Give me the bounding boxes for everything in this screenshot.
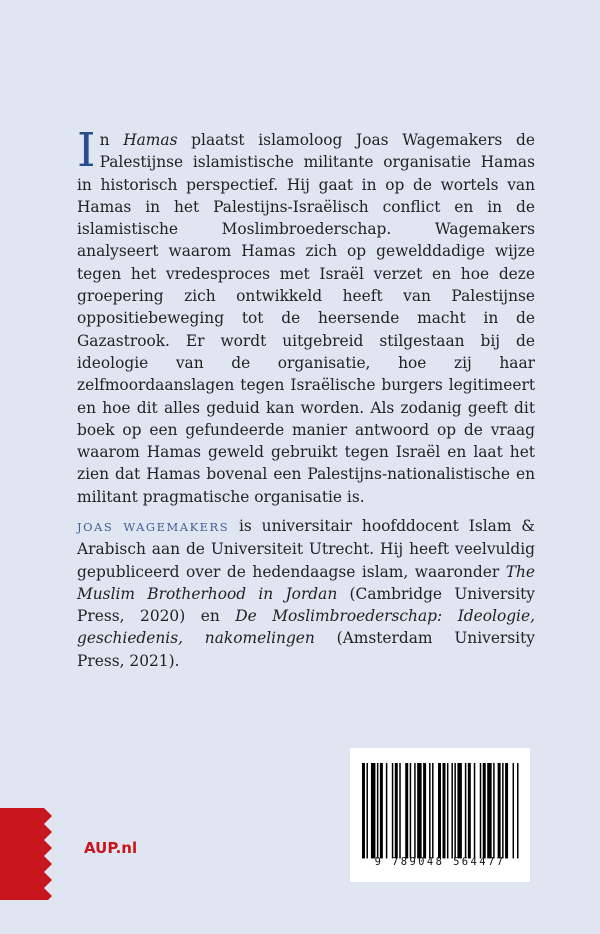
barcode-bar [366,763,367,858]
publisher-url[interactable]: AUP.nl [84,839,138,857]
barcode-bar [517,763,518,858]
barcode-bar [447,763,448,858]
barcode-bar [493,763,494,858]
barcode-bar [414,763,415,858]
barcode-bar [423,763,426,858]
barcode-bar [474,763,475,858]
barcode-bar [465,763,466,858]
barcode-bar [457,763,461,858]
barcode-bar [380,763,383,858]
barcode-bar [513,763,514,858]
barcode-bar [480,763,481,858]
barcode-bar [498,763,501,858]
barcode-bar [502,763,503,858]
drop-cap: I [77,123,96,178]
barcode-bar [371,763,375,858]
barcode-bar [442,763,445,858]
publisher-red-tab [0,808,55,900]
bio-text-2: (Cambridge University Press, 2020) en [77,584,535,626]
barcode-bar [405,763,408,858]
barcode-bar [362,763,365,858]
isbn-digits: 9 789048 564477 [374,856,506,868]
barcode-bar [377,763,378,858]
barcode-bar [454,763,455,858]
author-bio [77,515,535,672]
barcode-bar [451,763,452,858]
barcode-bar [483,763,486,858]
isbn-barcode [350,748,530,882]
barcode-bar [468,763,471,858]
bio-text-1: is universitair hoofddocent Islam & Arabisch aan de Universiteit Utrecht. Hij heeft veelvuldig gepubliceerd over de hedendaagse islam, waaronder [77,517,535,581]
barcode-bar [417,763,421,858]
barcode-bar [395,763,398,858]
barcode-bar [386,763,387,858]
blurb-text-body: plaatst islamoloog Joas Wagemakers de Palestijnse islamistische militante organisatie Hamas in historisch perspectief. Hij gaat in op de wortels van Hamas in het Palestijns-Israëlisch conflict en in de islamistische Moslimbroederschap. Wagemakers analyseert waarom Hamas zich op gewelddadige wijze tegen het vredesproces met Israël verzet en hoe deze groepering zich ontwikkeld heeft van Palestijnse oppositiebeweging tot de heersende macht in de Gazastrook. Er wordt uitgebreid stilgestaan bij de ideologie van de organisatie, hoe zij haar zelfmoordaanslagen tegen Israëlische burgers legitimeert en hoe dit alles geduid kan worden. Als zodanig geeft dit boek op een gefundeerde manier antwoord op de vraag waarom Hamas geweld gebruikt tegen Israël en laat het zien dat Hamas bovenal een Palestijns-nationalistische en militant pragmatische organisatie is. [77,131,535,506]
bio-book-1: The Muslim Brotherhood in Jordan [77,562,535,603]
barcode-bar [487,763,491,858]
back-cover-blurb [77,123,535,508]
barcode-bar [432,763,433,858]
book-title: Hamas [123,131,178,149]
author-name: JOAS WAGEMAKERS [77,520,230,534]
bio-book-2: De Moslimbroederschap: Ideologie, geschiedenis, nakomelingen [77,607,535,648]
barcode-bar [438,763,441,858]
bio-text-3: (Amsterdam University Press, 2021). [77,629,535,670]
barcode-bar [410,763,411,858]
barcode-bars [362,763,520,866]
barcode-bar [399,763,400,858]
blurb-text-start: n [99,131,124,149]
barcode-bar [392,763,393,858]
barcode-bar [505,763,508,858]
barcode-bar [429,763,430,858]
